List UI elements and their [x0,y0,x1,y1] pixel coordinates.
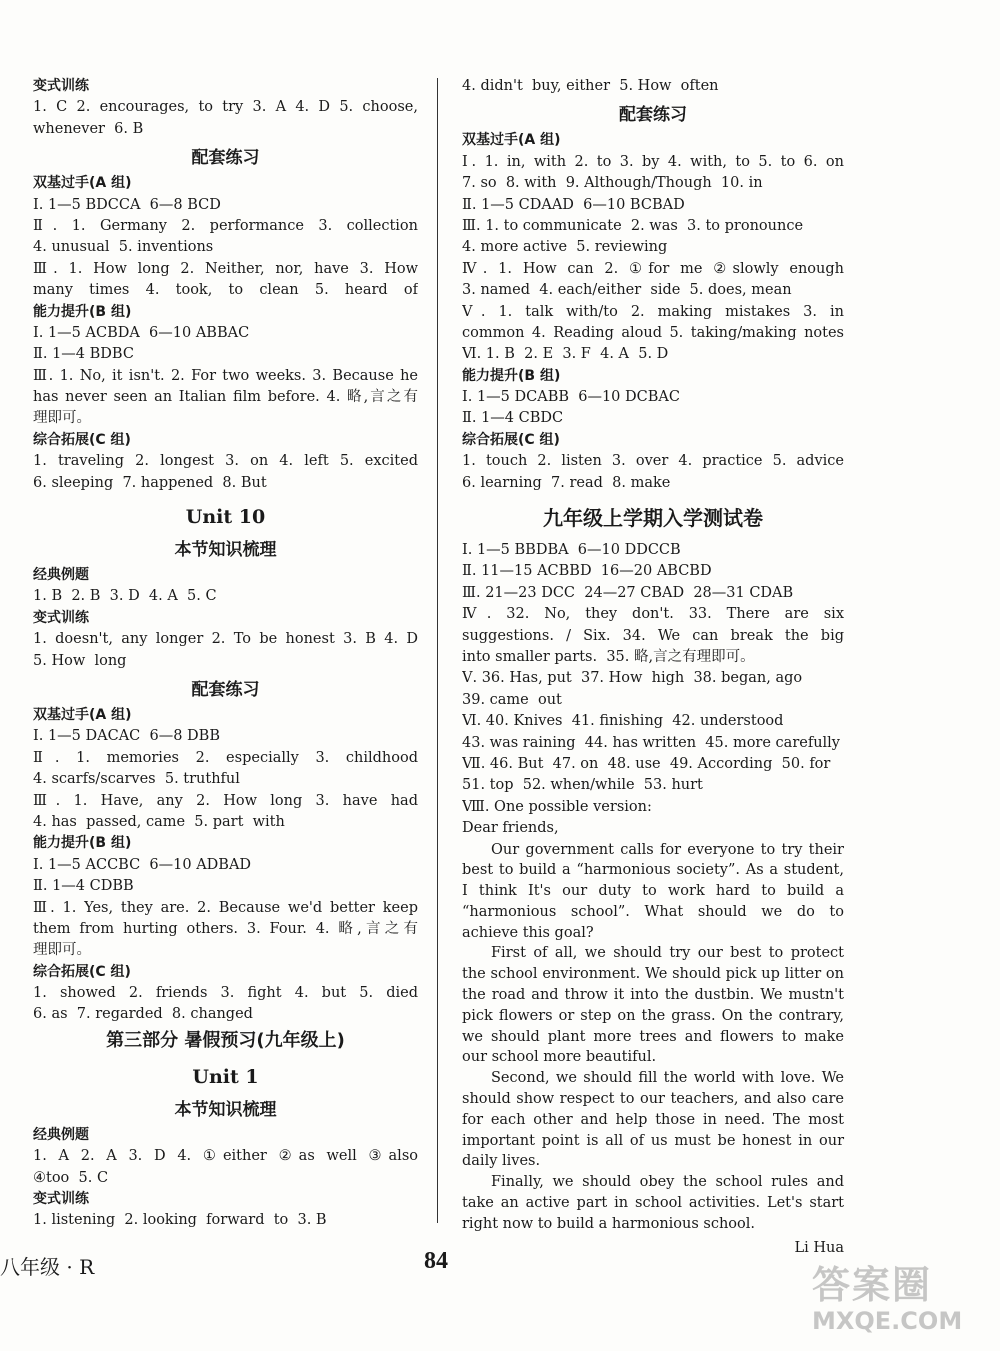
answer-line: Ⅰ. 1—5 DCABB 6—10 DCBAC [462,389,680,406]
unit-heading: Unit 10 [185,506,266,529]
answer-line: Ⅷ. One possible version: [462,798,652,815]
section-label: 经典例题 [33,1126,89,1143]
answer-line: Ⅳ. 32. No, they don't. 33. There are six [462,606,844,623]
answer-line: Dear friends, [462,820,559,837]
section-label: 双基过手(A 组) [33,706,132,723]
answer-line: Ⅰ. 1—5 BDCCA 6—8 BCD [33,196,221,213]
answer-line: Ⅳ. 1. How can 2. ①for me ②slowly enough [462,260,844,277]
answer-line: Ⅵ. 40. Knives 41. finishing 42. understood [462,713,784,730]
essay-paragraph: Second, we should fill the world with love. We should show respect to our teachers, and also care for each other and help those in need. The most important point is all of us must be honest in our daily lives. [462,1070,844,1170]
answer-line: Ⅲ. 1. Have, any 2. How long 3. have had [33,792,418,809]
answer-line: 6. learning 7. read 8. make [462,474,671,491]
page-number: 84 [424,1248,448,1274]
answer-line: Ⅲ. 21—23 DCC 24—27 CBAD 28—31 CDAB [462,584,794,601]
answer-line: common 4. Reading aloud 5. taking/making notes [462,324,844,341]
answer-line: Ⅲ. 1. Yes, they are. 2. Because we'd better keep [33,899,418,916]
unit-heading: Unit 1 [192,1065,259,1088]
answer-line: 理即可。 [33,942,91,959]
answer-line: Ⅲ. 1. to communicate 2. was 3. to pronounce [462,217,804,234]
essay-paragraph: Our government calls for everyone to try their best to build a “harmonious society”. As a student, I think It's our duty to work hard to build a “harmonious school”. What should we do to achieve this goal? [462,841,844,941]
answer-line: 39. came out [462,691,562,708]
section-label: 变式训练 [33,609,89,626]
answer-line: 4. didn't buy, either 5. How often [462,78,719,94]
answer-line: 5. How long [33,652,127,669]
essay-signature: Li Hua [794,1239,844,1256]
answer-line: Ⅶ. 46. But 47. on 48. use 49. According 50. for [462,755,831,772]
answer-line: 1. C 2. encourages, to try 3. A 4. D 5. choose, [33,99,418,116]
answer-line: suggestions. / Six. 34. We can break the big [462,627,844,644]
column-divider [437,78,438,1223]
answer-line: 4. has passed, came 5. part with [33,813,285,830]
answer-line: 6. as 7. regarded 8. changed [33,1006,253,1023]
answer-line: 4. more active 5. reviewing [462,239,668,256]
watermark-text: 答案圈 [812,1263,933,1307]
answer-line: Ⅰ. 1—5 ACCBC 6—10 ADBAD [33,856,252,873]
section-label: 综合拓展(C 组) [33,963,131,980]
answer-line: Ⅱ. 1—4 CBDC [462,410,564,427]
section-heading: 配套练习 [191,679,260,700]
watermark-logo [812,1254,992,1344]
section-label: 双基过手(A 组) [462,132,561,149]
footer-grade-label: 八年级 · R [0,1255,95,1279]
answer-line: them from hurting others. 3. Four. 4. 略,言之有 [33,920,418,937]
essay-paragraph: Finally, we should obey the school rules and take an active part in school activities. Let's start right now to build a harmonious school. [462,1174,844,1232]
section-heading: 配套练习 [191,148,260,169]
answer-line: many times 4. took, to clean 5. heard of [33,282,418,299]
section-label: 变式训练 [33,78,89,94]
part-heading: 第三部分 暑假预习(九年级上) [106,1029,345,1051]
essay-paragraph: First of all, we should try our best to protect the school environment. We should pick up litter on the road and throw it into the dustbin. We mustn't pick flowers or step on the grass. On the contrary, we should plant more trees and flowers to make our school more beautiful. [462,945,844,1066]
answer-line: 1. doesn't, any longer 2. To be honest 3. B 4. D [33,631,418,648]
answer-line: into smaller parts. 35. 略,言之有理即可。 [462,648,755,665]
answer-line: Ⅰ. 1—5 ACBDA 6—10 ABBAC [33,324,250,341]
answer-line: whenever 6. B [33,120,144,137]
answer-line: Ⅰ. 1—5 BBDBA 6—10 DDCCB [462,542,681,559]
section-label: 能力提升(B 组) [462,367,561,384]
answer-line: 3. named 4. each/either side 5. does, mean [462,282,792,299]
section-heading: 本节知识梳理 [174,540,277,561]
answer-line: 43. was raining 44. has written 45. more carefully [462,734,840,751]
answer-line: Ⅰ. 1. in, with 2. to 3. by 4. with, to 5. to 6. on [462,153,844,170]
answer-line: 1. listening 2. looking forward to 3. B [33,1212,327,1229]
answer-line: 1. showed 2. friends 3. fight 4. but 5. died [33,985,418,1002]
section-heading: 本节知识梳理 [174,1099,277,1120]
answer-line: Ⅵ. 1. B 2. E 3. F 4. A 5. D [462,346,669,363]
section-label: 双基过手(A 组) [33,175,132,192]
answer-line: has never seen an Italian film before. 4. 略,言之有 [33,389,418,406]
answer-line: Ⅱ. 1—5 CDAAD 6—10 BCBAD [462,196,685,213]
answer-line: 6. sleeping 7. happened 8. But [33,474,267,491]
answer-line: 理即可。 [33,410,91,427]
section-label: 经典例题 [33,567,89,584]
test-title: 九年级上学期入学测试卷 [543,506,763,531]
watermark-url: MXQE.COM [812,1307,963,1335]
right-column [462,76,844,1261]
answer-line: 7. so 8. with 9. Although/Though 10. in [462,175,763,192]
section-label: 变式训练 [33,1191,89,1208]
answer-line: 1. traveling 2. longest 3. on 4. left 5. excited [33,453,418,470]
answer-line: Ⅱ. 1—4 CDBB [33,878,134,895]
section-label: 综合拓展(C 组) [33,431,131,448]
section-label: 能力提升(B 组) [33,835,132,852]
answer-line: 1. B 2. B 3. D 4. A 5. C [33,588,217,605]
answer-line: Ⅴ. 1. talk with/to 2. making mistakes 3. in [462,303,844,320]
answer-line: 1. A 2. A 3. D 4. ①either ②as well ③also [33,1148,418,1165]
section-heading: 配套练习 [619,105,687,126]
answer-line: Ⅲ. 1. How long 2. Neither, nor, have 3. How [33,260,418,277]
answer-line: Ⅱ. 1—4 BDBC [33,346,134,363]
answer-line: Ⅴ. 36. Has, put 37. How high 38. began, ago [462,670,803,687]
answer-line: 4. unusual 5. inventions [33,239,214,256]
section-label: 综合拓展(C 组) [462,431,560,448]
answer-line: Ⅱ. 1. memories 2. especially 3. childhood [33,749,418,766]
answer-line: ④too 5. C [33,1169,109,1186]
left-column [33,76,418,1232]
answer-line: 4. scarfs/scarves 5. truthful [33,771,240,788]
answer-line: Ⅱ. 11—15 ACBBD 16—20 ABCBD [462,563,712,580]
answer-line: 51. top 52. when/while 53. hurt [462,777,703,794]
answer-line: Ⅲ. 1. No, it isn't. 2. For two weeks. 3. Because he [33,367,418,384]
section-label: 能力提升(B 组) [33,303,132,320]
answer-line: Ⅱ. 1. Germany 2. performance 3. collection [33,217,418,234]
answer-line: Ⅰ. 1—5 DACAC 6—8 DBB [33,728,220,745]
answer-line: 1. touch 2. listen 3. over 4. practice 5. advice [462,453,844,470]
